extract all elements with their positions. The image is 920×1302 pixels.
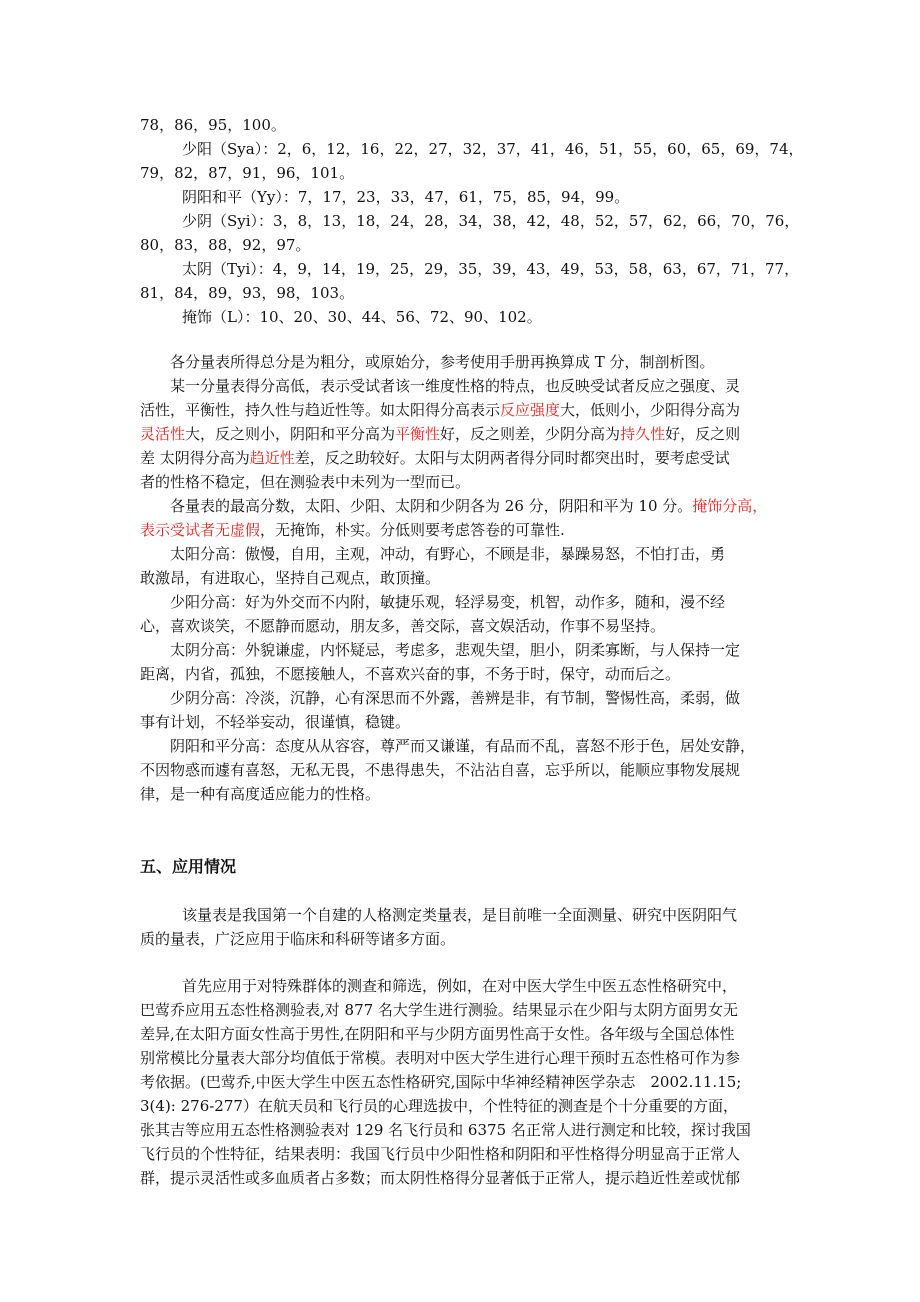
score-line-taiyin: 太阴（Tyi）：4，9，14，19，25，29，35，39，43，49，53，58，63，67，71，77，: [182, 260, 800, 278]
trait-line-shaoyin: 少阴分高：冷淡，沉静，心有深思而不外露，善辨是非，有节制，警惕性高，柔弱，做: [170, 689, 741, 707]
text-segment: 差，反之助较好。太阳与太阴两者得分同时都突出时，要考虑受试: [294, 449, 730, 467]
score-line: 81，84，89，93，98，103。: [140, 284, 355, 302]
highlight-text: 持久性: [620, 425, 666, 443]
trait-line: 距离，内省，孤独，不愿接触人，不喜欢兴奋的事，不务于时，保守，动而后之。: [140, 665, 681, 683]
paragraph-line: 质的量表，广泛应用于临床和科研等诸多方面。: [140, 930, 456, 948]
score-line: 79，82，87，91，96，101。: [140, 164, 355, 182]
trait-line: 心，喜欢谈笑，不愿静而愿动，朋友多，善交际，喜文娱活动，作事不易坚持。: [140, 617, 666, 635]
highlight-text: 趋近性: [249, 449, 295, 467]
text-segment: 好，反之则差，少阴分高为: [440, 425, 621, 443]
highlight-text: 灵活性: [140, 425, 186, 443]
paragraph-line: 别常模比分量表大部分均值低于常模。表明对中医大学生进行心理干预时五态性格可作为参: [140, 1049, 741, 1067]
paragraph-line: 张其吉等应用五态性格测验表对 129 名飞行员和 6375 名正常人进行测定和比较，探讨我国: [140, 1121, 751, 1139]
paragraph-line: 考依据。(巴莺乔,中医大学生中医五态性格研究,国际中华神经精神医学杂志 2002.11.15;: [140, 1073, 742, 1091]
score-line-yinyang: 阴阳和平（Yy）：7，17，23，33，47，61，75，85，94，99。: [182, 188, 630, 206]
paragraph-line: 巴莺乔应用五态性格测验表,对 877 名大学生进行测验。结果显示在少阳与太阴方面男女无: [140, 1001, 738, 1019]
paragraph-line: 者的性格不稳定，但在测验表中未列为一型而已。: [140, 473, 471, 491]
score-line-shaoyin: 少阴（Syi）：3，8，13，18，24，28，34，38，42，48，52，57，62，66，70，76，: [182, 212, 800, 230]
score-line-shaoyang: 少阳（Sya）：2，6，12，16，22，27，32，37，41，46，51，55，60，65，69，74，: [182, 140, 804, 158]
paragraph-line: 该量表是我国第一个自建的人格测定类量表，是目前唯一全面测量、研究中医阴阳气: [182, 906, 738, 924]
trait-line: 不因物惑而遽有喜怒，无私无畏，不患得患失，不沾沾自喜，忘乎所以，能顺应事物发展规: [140, 761, 741, 779]
paragraph-line: 3(4): 276-277）在航天员和飞行员的心理选拔中，个性特征的测查是个十分重要的方面，: [140, 1097, 738, 1115]
trait-line: 事有计划，不轻举妄动，很谨慎，稳键。: [140, 713, 411, 731]
text-segment: 差 太阴得分高为: [140, 449, 250, 467]
trait-line-taiyin: 太阴分高：外貌谦虚，内怀疑忌，考虑多，悲观失望，胆小，阴柔寡断，与人保持一定: [170, 641, 741, 659]
text-segment: 活性，平衡性，持久性与趋近性等。如太阳得分高表示: [140, 401, 501, 419]
paragraph-line: 飞行员的个性特征，结果表明：我国飞行员中少阳性格和阴阳和平性格得分明显高于正常人: [140, 1145, 741, 1163]
trait-line-taiyang: 太阳分高：傲慢，自用，主观，冲动，有野心，不顾是非，暴躁易怒，不怕打击，勇: [170, 545, 726, 563]
highlight-text: 平衡性: [395, 425, 441, 443]
text-segment: ，无掩饰，朴实。分低则要考虑答卷的可靠性.: [260, 521, 565, 539]
trait-line: 敢激昂，有进取心，坚持自己观点，敢顶撞。: [140, 569, 441, 587]
paragraph-line: 某一分量表得分高低，表示受试者该一维度性格的特点，也反映受试者反应之强度、灵: [170, 377, 741, 395]
section-heading: 五、应用情况: [140, 857, 237, 876]
paragraph-line: 首先应用于对特殊群体的测查和筛选，例如，在对中医大学生中医五态性格研究中，: [182, 977, 738, 995]
paragraph-line: 各分量表所得总分是为粗分，或原始分，参考使用手册再换算成 T 分，制剖析图。: [170, 353, 715, 371]
highlight-text: 反应强度: [500, 401, 561, 419]
text-segment: 大，反之则小，阴阳和平分高为: [185, 425, 396, 443]
score-line: 80，83，88，92，97。: [140, 236, 311, 254]
text-segment: 好，反之则: [665, 425, 741, 443]
paragraph-line: [170, 496, 767, 516]
trait-line-shaoyang: 少阳分高：好为外交而不内附，敏捷乐观，轻浮易变，机智，动作多，随和，漫不经: [170, 593, 726, 611]
text-segment: 大，低则小，少阳得分高为: [560, 401, 741, 419]
trait-line: 律，是一种有高度适应能力的性格。: [140, 785, 381, 803]
paragraph-line: [140, 424, 740, 444]
paragraph-line: [140, 448, 730, 468]
paragraph-line: 群，提示灵活性或多血质者占多数；而太阴性格得分显著低于正常人，提示趋近性差或忧郁: [140, 1169, 741, 1187]
score-line-lie: 掩饰（L）：10、20、30、44、56、72、90、102。: [182, 308, 542, 326]
text-segment: 各量表的最高分数，太阳、少阳、太阴和少阴各为 26 分，阴阳和平为 10 分。: [170, 497, 693, 515]
score-line: 78，86，95，100。: [140, 116, 286, 134]
paragraph-line: [140, 400, 740, 420]
highlight-text: 表示受试者无虚假: [140, 521, 261, 539]
paragraph-line: 差异,在太阳方面女性高于男性,在阴阳和平与少阴方面男性高于女性。各年级与全国总体性: [140, 1025, 735, 1043]
trait-line-yinyang: 阴阳和平分高：态度从从容容，尊严而又谦谨，有品而不乱，喜怒不形于色，居处安静，: [170, 737, 756, 755]
paragraph-line: [140, 520, 565, 540]
highlight-text: 掩饰分高，: [692, 497, 768, 515]
